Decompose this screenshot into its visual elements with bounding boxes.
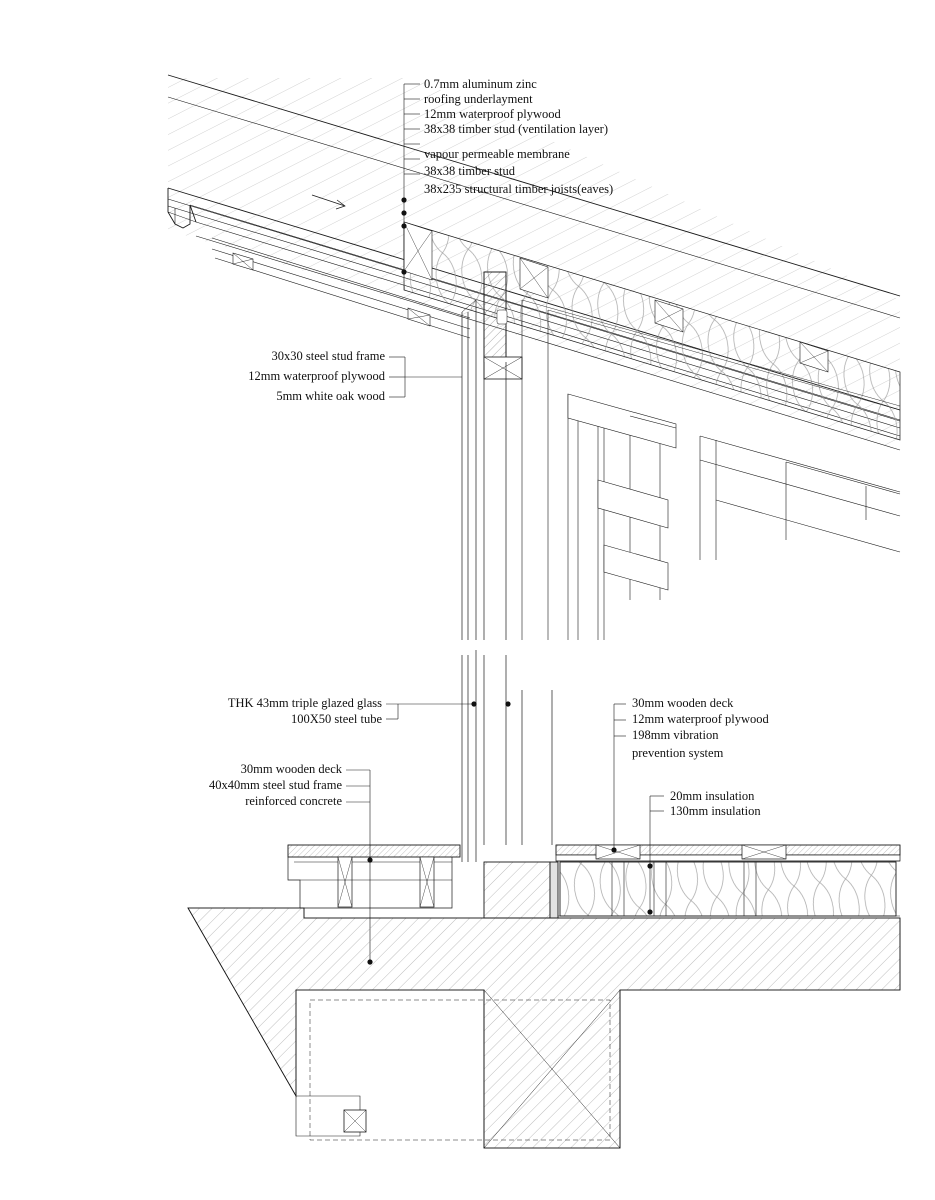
callout-roof-3: 12mm waterproof plywood (424, 107, 561, 121)
glazing-callout-dots (471, 701, 510, 706)
callout-balcony-2: 40x40mm steel stud frame (209, 778, 342, 792)
callout-soffit-2: 12mm waterproof plywood (248, 369, 385, 383)
callout-roof-2: roofing underlayment (424, 92, 533, 106)
callout-floor-3: 198mm vibration (632, 728, 719, 742)
slab-edge-insulation (484, 862, 558, 918)
callout-balcony-3: reinforced concrete (245, 794, 342, 808)
callout-roof-7: 38x235 structural timber joists(eaves) (424, 182, 614, 196)
callout-floor-1: 30mm wooden deck (632, 696, 734, 710)
glazing-callout-leaders (386, 704, 474, 719)
callout-roof-1: 0.7mm aluminum zinc (424, 77, 537, 91)
callout-soffit-1: 30x30 steel stud frame (271, 349, 385, 363)
callout-roof-4: 38x38 timber stud (ventilation layer) (424, 122, 608, 136)
floor-callout-dots (611, 847, 616, 852)
callout-glazing-2: 100X50 steel tube (291, 712, 382, 726)
callout-floor-2: 12mm waterproof plywood (632, 712, 769, 726)
callout-insulation-1: 20mm insulation (670, 789, 755, 803)
concrete-slab (188, 908, 900, 1148)
callout-glazing-1: THK 43mm triple glazed glass (227, 696, 382, 710)
callout-roof-6: 38x38 timber stud (424, 164, 515, 178)
soffit-callout-leaders (389, 357, 462, 397)
callout-roof-5: vapour permeable membrane (424, 147, 570, 161)
callout-soffit-3: 5mm white oak wood (276, 389, 385, 403)
floor-callout-leaders (614, 704, 626, 850)
callout-balcony-1: 30mm wooden deck (240, 762, 342, 776)
lower-glazing-mullion (462, 650, 552, 862)
callout-insulation-2: 130mm insulation (670, 804, 761, 818)
callout-floor-4: prevention system (632, 746, 724, 760)
interior-floor-buildup (556, 845, 900, 916)
balcony-deck-assembly (288, 845, 460, 908)
